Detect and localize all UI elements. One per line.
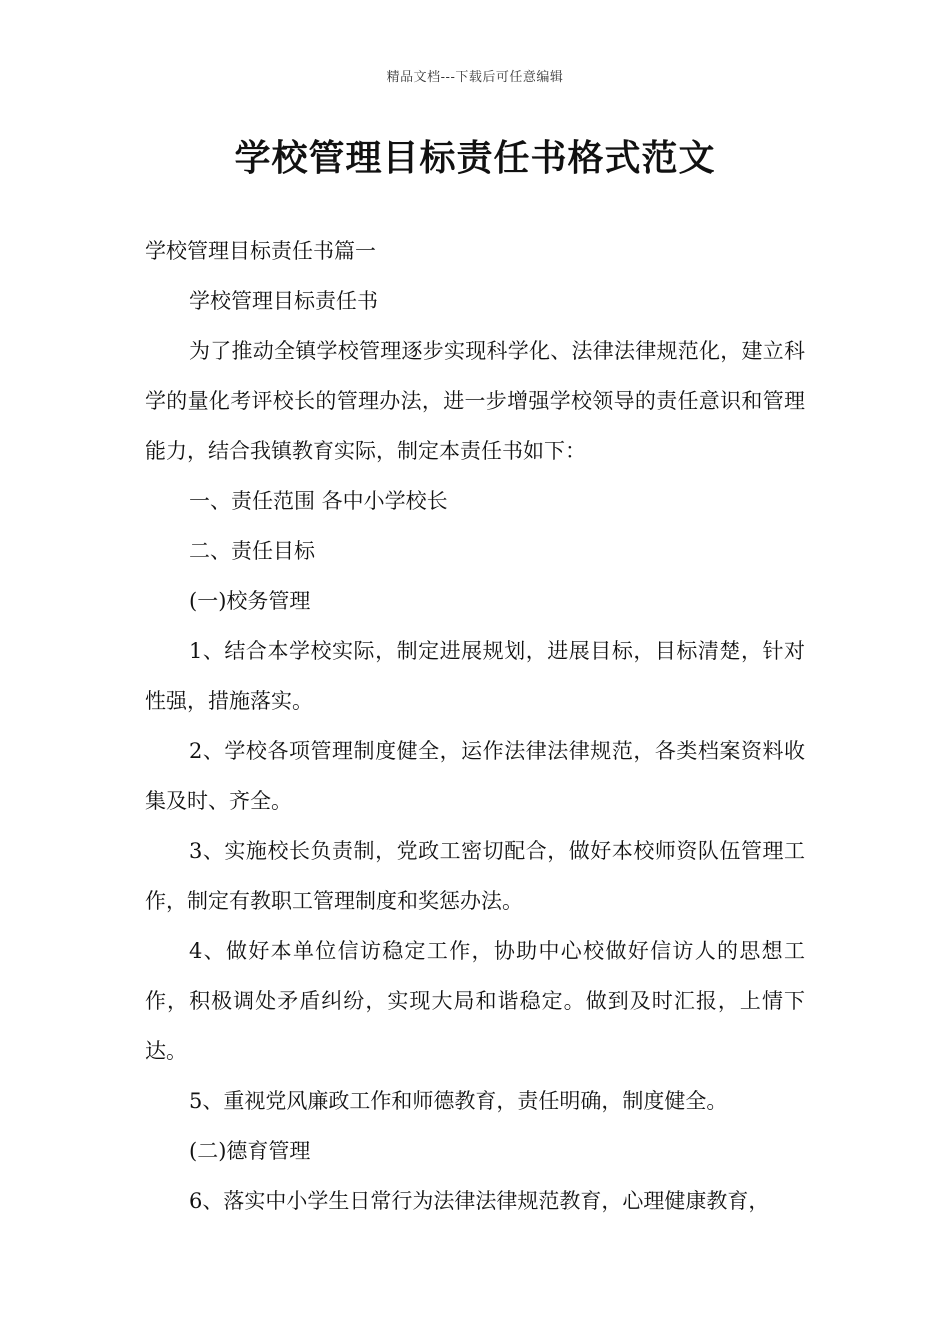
list-item: 3、实施校长负责制，党政工密切配合，做好本校师资队伍管理工作，制定有教职工管理制度和奖惩办法。 xyxy=(145,839,805,913)
list-item: 5、重视党风廉政工作和师德教育，责任明确，制度健全。 xyxy=(189,1089,728,1113)
intro-paragraph: 为了推动全镇学校管理逐步实现科学化、法律法律规范化，建立科学的量化考评校长的管理办法，进一步增强学校领导的责任意识和管理能力，结合我镇教育实际，制定本责任书如下： xyxy=(145,339,805,463)
document-body xyxy=(145,226,805,1226)
list-item: 2、学校各项管理制度健全，运作法律法律规范，各类档案资料收集及时、齐全。 xyxy=(145,739,805,813)
list-item: 6、落实中小学生日常行为法律法律规范教育，心理健康教育， xyxy=(189,1189,770,1213)
subtitle-paragraph: 学校管理目标责任书 xyxy=(189,289,378,313)
document-title: 学校管理目标责任书格式范文 xyxy=(234,138,716,179)
list-item: 1、结合本学校实际，制定进展规划，进展目标，目标清楚，针对性强，措施落实。 xyxy=(145,639,805,713)
subsection-heading-moral-education: (二)德育管理 xyxy=(189,1139,311,1163)
scope-paragraph: 一、责任范围 各中小学校长 xyxy=(189,489,448,513)
section-heading: 学校管理目标责任书篇一 xyxy=(145,239,376,263)
subsection-heading-school-affairs: (一)校务管理 xyxy=(189,589,311,613)
list-item: 4、做好本单位信访稳定工作，协助中心校做好信访人的思想工作，积极调处矛盾纠纷，实现大局和谐稳定。做到及时汇报，上情下达。 xyxy=(145,939,805,1063)
page-header: 精品文档---下载后可任意编辑 xyxy=(386,70,564,85)
goals-heading: 二、责任目标 xyxy=(189,539,315,563)
